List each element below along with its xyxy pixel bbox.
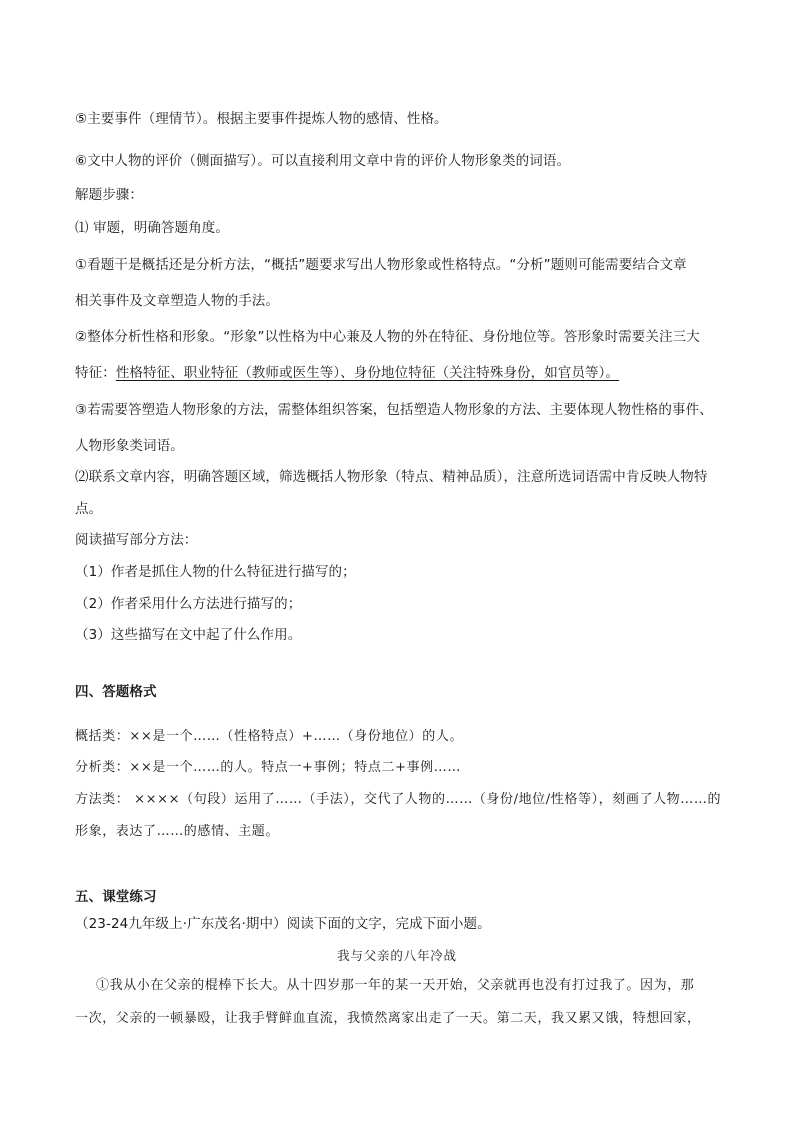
article-paragraph-1: ①我从小在父亲的棍棒下长大。从十四岁那一年的某一天开始，父亲就再也没有打过我了。因为，那 (96, 978, 695, 993)
features-label: 特征： (75, 365, 116, 381)
text-line-step-2-cont: 点。 (75, 501, 103, 517)
text-line-evaluation: ⑥文中人物的评价（侧面描写）。可以直接利用文章中肯的评价人物形象类的词语。 (75, 153, 571, 169)
text-line-step-1a-cont: 相关事件及文章塑造人物的手法。 (75, 293, 279, 309)
text-line-steps-label: 解题步骤： (75, 187, 143, 203)
text-line-step-2: ⑵联系文章内容，明确答题区域，筛选概括人物形象（特点、精神品质），注意所选词语需中肯反映人物特 (75, 469, 708, 485)
section-heading-class-practice: 五、课堂练习 (75, 889, 157, 905)
article-paragraph-1-cont: 一次，父亲的一顿暴殴，让我手臂鲜血直流，我愤然离家出走了一天。第二天，我又累又饿，特想回家， (75, 1011, 701, 1026)
format-method-cont: 形象，表达了……的感情、主题。 (75, 824, 280, 839)
text-line-step-1a: ①看题干是概括还是分析方法，“概括”题要求写出人物形象或性格特点。“分析”题则可能需要结合文章 (75, 257, 687, 273)
text-line-step-1c-cont: 人物形象类词语。 (75, 438, 184, 454)
practice-source: （23-24九年级上·广东茂名·期中）阅读下面的文字，完成下面小题。 (75, 916, 491, 932)
text-line-step-1b-cont (75, 364, 619, 382)
format-analysis: 分析类：××是一个……的人。特点一+事例；特点二+事例…… (75, 760, 461, 775)
format-summary: 概括类：××是一个……（性格特点）+……（身份地位）的人。 (75, 729, 464, 744)
text-line-method-1: （1）作者是抓住人物的什么特征进行描写的； (75, 564, 356, 580)
text-line-method-3: （3）这些描写在文中起了什么作用。 (75, 627, 302, 643)
article-title: 我与父亲的八年冷战 (337, 948, 457, 963)
features-underlined: 性格特征、职业特征（教师或医生等）、身份地位特征（关注特殊身份，如官员等）。 (115, 365, 620, 381)
text-line-main-event: ⑤主要事件（理情节）。根据主要事件提炼人物的感情、性格。 (75, 111, 448, 127)
text-line-step-1b: ②整体分析性格和形象。“形象”以性格为中心兼及人物的外在特征、身份地位等。答形象时需要关注三大 (75, 329, 700, 345)
text-line-step-1: ⑴ 审题，明确答题角度。 (75, 220, 229, 236)
text-line-method-label: 阅读描写部分方法： (75, 532, 198, 548)
text-line-step-1c: ③若需要答塑造人物形象的方法，需整体组织答案，包括塑造人物形象的方法、主要体现人物性格的事件、 (75, 402, 713, 418)
format-method: 方法类： ××××（句段）运用了……（手法），交代了人物的……（身份/地位/性格等），刻画了人物……的 (75, 792, 722, 807)
text-line-method-2: （2）作者采用什么方法进行描写的； (75, 596, 302, 612)
section-heading-answer-format: 四、答题格式 (75, 684, 157, 700)
